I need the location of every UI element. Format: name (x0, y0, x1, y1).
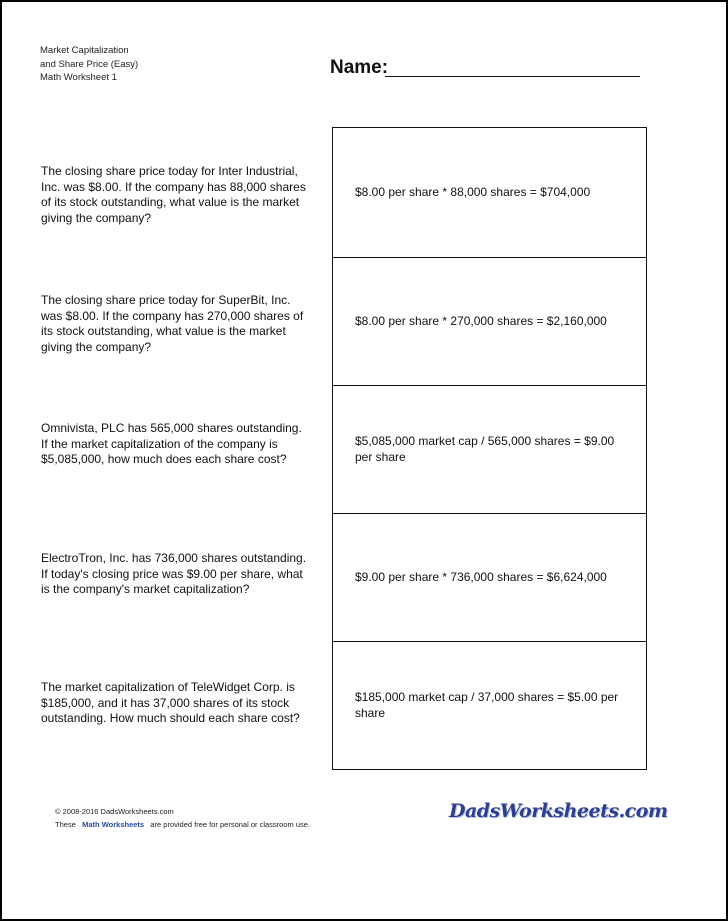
math-worksheets-link[interactable]: Math Worksheets (82, 820, 145, 829)
answer-box-4 (333, 513, 646, 641)
answer-box-2 (333, 257, 646, 385)
question-5: The market capitalization of TeleWidget Corp. is $185,000, and it has 37,000 shares of its stock outstanding. How much should each share cost? (41, 680, 300, 725)
question-1: The closing share price today for Inter Industrial, Inc. was $8.00. If the company has 88,000 shares of its stock outstanding, what value is the market giving the company? (41, 164, 306, 225)
header-worksheet-number: Math Worksheet 1 (40, 72, 117, 83)
name-label: Name: (330, 57, 389, 78)
answer-text: $9.00 per share * 736,000 shares = $6,624,000 (355, 569, 607, 584)
name-underline (385, 76, 640, 77)
answer-text: $8.00 per share * 88,000 shares = $704,000 (355, 184, 591, 199)
question-3: Omnivista, PLC has 565,000 shares outstanding. If the market capitalization of the company is $5,085,000, how much does each share cost? (41, 421, 302, 466)
answer-text: $185,000 market cap / 37,000 shares = $5.00 per share (355, 690, 619, 720)
usage-suffix: are provided free for personal or classroom use. (150, 820, 311, 829)
question-4: ElectroTron, Inc. has 736,000 shares outstanding. If today's closing price was $9.00 per share, what is the company's market capitalization? (41, 551, 307, 596)
answer-box-3 (333, 385, 646, 513)
answer-box-5 (333, 641, 646, 769)
usage-note (55, 818, 310, 831)
header-title-line2: and Share Price (Easy) (40, 58, 139, 70)
dadsworksheets-logo[interactable]: DadsWorksheets.com (449, 800, 668, 822)
answer-text: $8.00 per share * 270,000 shares = $2,160,000 (355, 313, 607, 328)
header-title-line1: Market Capitalization (40, 45, 129, 56)
usage-prefix: These (55, 820, 76, 829)
footer (55, 805, 310, 831)
answer-table (332, 127, 647, 770)
answer-text: $5,085,000 market cap / 565,000 shares = $9.00 per share (355, 434, 615, 464)
worksheet-header (40, 44, 138, 85)
name-field (330, 57, 640, 81)
answer-box-1 (333, 128, 646, 257)
copyright-text: © 2008-2016 DadsWorksheets.com (55, 807, 174, 816)
question-2: The closing share price today for SuperBit, Inc. was $8.00. If the company has 270,000 shares of its stock outstanding, what value is the market giving the company? (41, 293, 304, 354)
